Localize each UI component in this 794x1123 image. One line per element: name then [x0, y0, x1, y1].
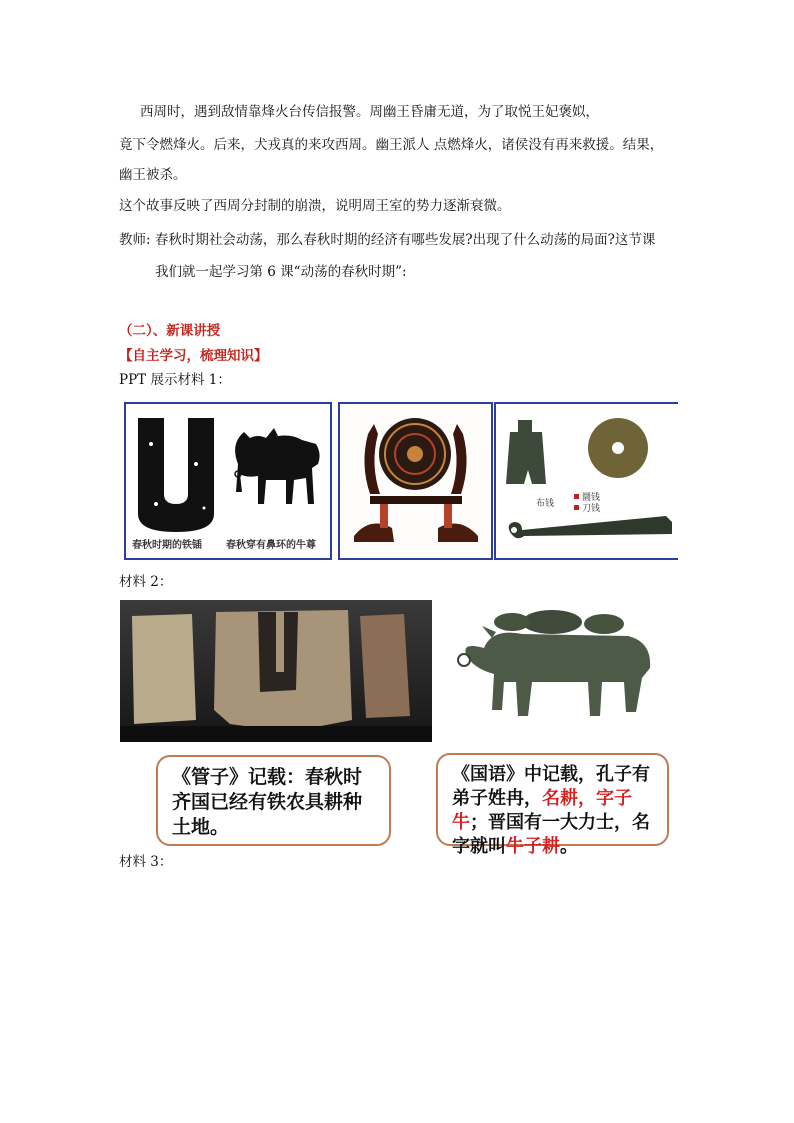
legend-yuanqian: 圜钱 — [582, 493, 601, 503]
ox-bronze-photo — [452, 598, 670, 743]
legend-daoqian: 刀钱 — [582, 504, 601, 514]
guoyu-text-2: ；晋国有一大力士，名字就叫 — [452, 812, 650, 857]
section-heading: （二）、新课讲授 — [119, 323, 221, 339]
material1-panel-coins — [494, 402, 678, 560]
iron-spade-caption: 春秋时期的铁锸 — [132, 540, 202, 551]
section-subheading: 【自主学习，梳理知识】 — [119, 348, 268, 364]
intro-line-1: 西周时，遇到敌情靠烽火台传信报警。周幽王昏庸无道，为了取悦王妃褒姒， — [140, 104, 599, 120]
intro-line-3: 幽王被杀。 — [119, 167, 187, 183]
ancient-coins-image — [496, 404, 678, 558]
material1-panel-iron-tools — [124, 402, 332, 560]
guoyu-text-3: 。 — [560, 836, 578, 857]
iron-tools-photo — [120, 600, 432, 742]
material3-label: 材料 3： — [119, 854, 173, 870]
intro-line-2: 竟下令燃烽火。后来，犬戎真的来攻西周。幽王派人 点燃烽火，诸侯没有再来救援。结果， — [119, 137, 664, 153]
guoyu-highlight-1: 名耕，字子牛 — [452, 788, 632, 833]
guoyu-quote-box — [436, 753, 669, 857]
guanzi-quote-text: 《管子》记载：春秋时齐国已经有铁农具耕种土地。 — [172, 766, 363, 838]
iron-spade-and-ox-image — [126, 404, 330, 558]
guanzi-quote-box — [156, 755, 391, 846]
legend-buqian: 布钱 — [536, 499, 555, 509]
intro-line-4: 这个故事反映了西周分封制的崩溃，说明周王室的势力逐渐衰微。 — [119, 198, 511, 214]
guoyu-highlight-2: 牛子耕 — [506, 836, 560, 857]
intro-line-6: 我们就一起学习第 6 课“动荡的春秋时期”: — [155, 264, 407, 280]
ppt-label: PPT 展示材料 1： — [119, 372, 231, 388]
material1-panel-drum — [338, 402, 493, 560]
guoyu-text-1: 《国语》中记载，孔子有弟子姓冉， — [452, 764, 650, 809]
material2-label: 材料 2： — [119, 574, 173, 590]
ox-vessel-caption: 春秋穿有鼻环的牛尊 — [226, 540, 316, 551]
lacquer-drum-image — [340, 404, 491, 558]
intro-line-5: 教师: 春秋时期社会动荡，那么春秋时期的经济有哪些发展?出现了什么动荡的局面?这节课 — [119, 232, 656, 248]
